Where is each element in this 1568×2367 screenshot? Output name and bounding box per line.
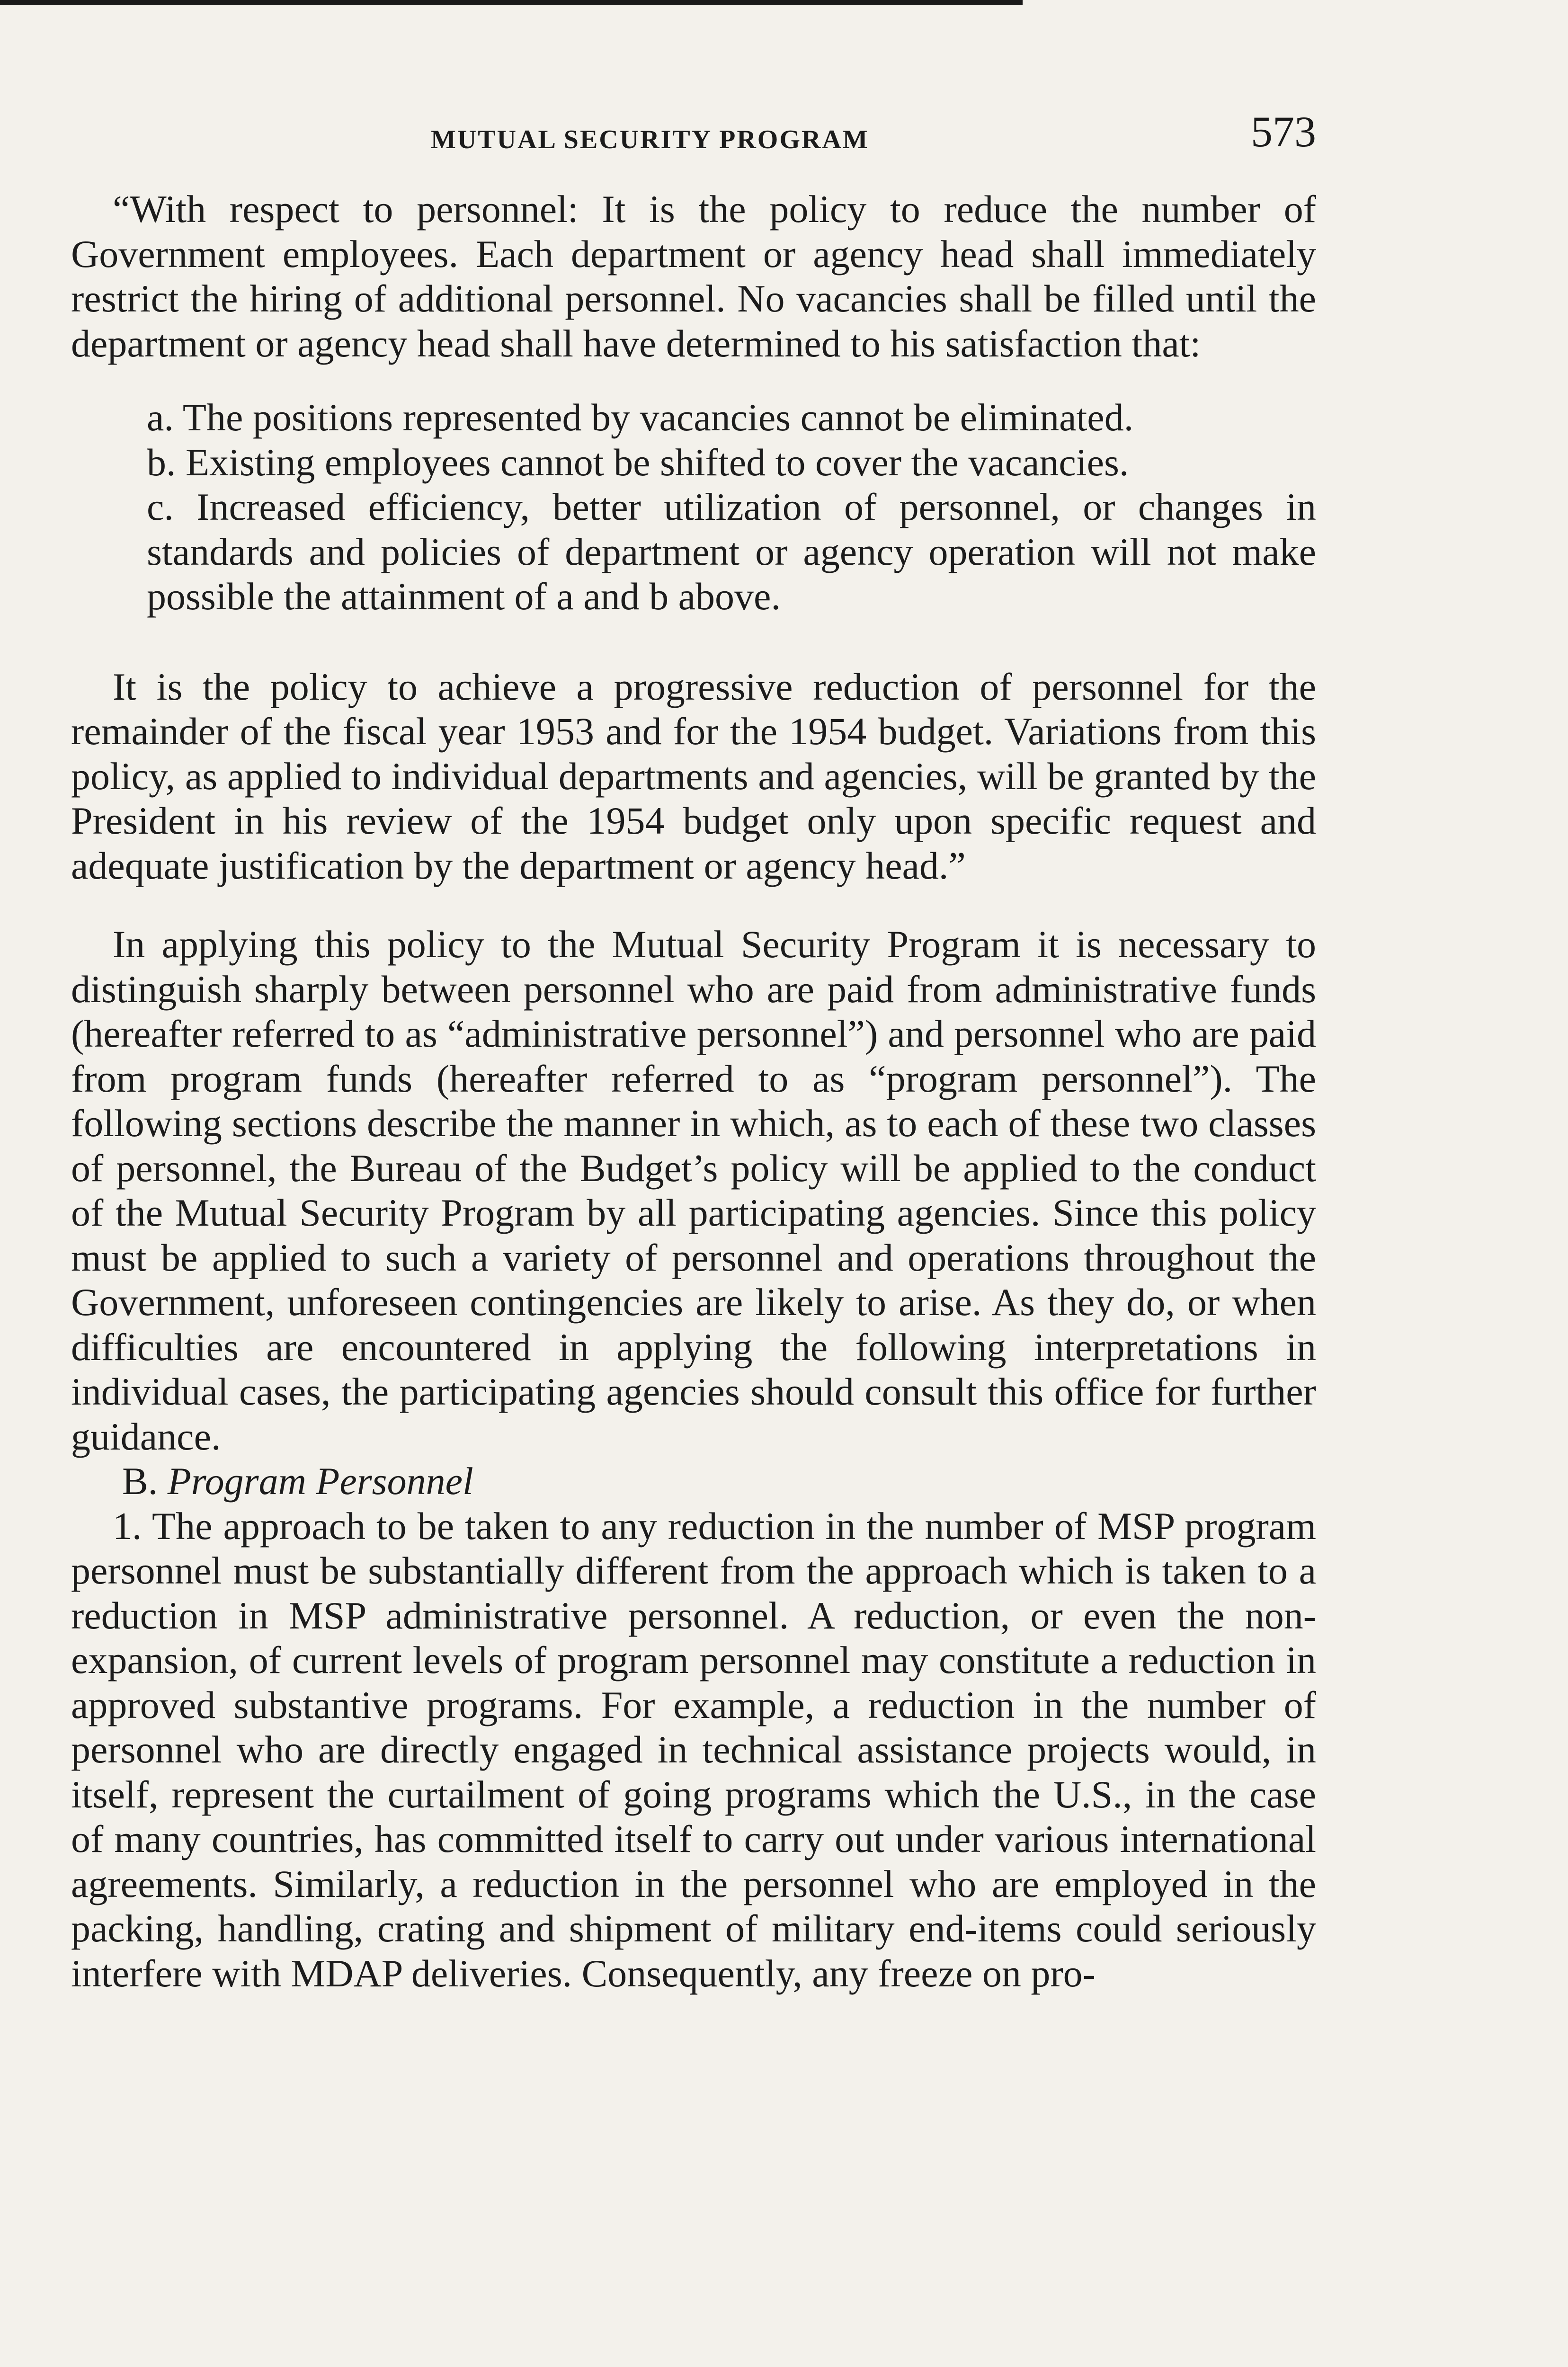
section-prefix: B. (122, 1459, 158, 1503)
quote-intro-paragraph: “With respect to personnel: It is the policy to reduce the number of Government employees. Each department or agency head shall immediately restrict the hiring of additional personnel. No vacancies shall be filled until the department or agency head shall have determined to his satisfaction that: (71, 187, 1316, 365)
quote-closing-paragraph: It is the policy to achieve a progressive reduction of personnel for the remainder of the fiscal year 1953 and for the 1954 budget. Variations from this policy, as applied to individual departments and agencies, will be granted by the President in his review of the 1954 budget only upon specific request and adequate justification by the department or agency head.” (71, 665, 1316, 887)
quote-criterion-a: a. The positions represented by vacancies cannot be eliminated. (147, 396, 1134, 439)
program-personnel-paragraph: 1. The approach to be taken to any reduction in the number of MSP program personnel must be substantially different from the approach which is taken to a reduction in MSP administrative personnel. A reduction, or even the non-expansion, of current levels of program personnel may constitute a reduction in approved substantive programs. For example, a reduction in the number of personnel who are directly engaged in technical assistance projects would, in itself, represent the curtailment of going programs which the U.S., in the case of many countries, has committed itself to carry out under various international agreements. Similarly, a reduction in the personnel who are employed in the packing, handling, crating and shipment of military end-items could seriously interfere with MDAP deliveries. Consequently, any freeze on pro- (71, 1504, 1316, 1995)
page-header (71, 107, 1316, 159)
quote-criterion-b: b. Existing employees cannot be shifted to cover the vacancies. (147, 440, 1129, 484)
page-body (71, 187, 1316, 1996)
quote-criteria-list (71, 395, 1316, 619)
running-head: MUTUAL SECURITY PROGRAM (431, 125, 869, 154)
quote-criterion-c: c. Increased efficiency, better utilization of personnel, or changes in standards and policies of department or agency operation will not make possible the attainment of a and b above. (147, 485, 1316, 618)
section-title: Program Personnel (167, 1459, 473, 1503)
top-border-rule (0, 0, 1023, 5)
section-heading (71, 1459, 1316, 1504)
page-number: 573 (1251, 107, 1316, 156)
policy-application-paragraph: In applying this policy to the Mutual Security Program it is necessary to distinguish sharply between personnel who are paid from administrative funds (hereafter referred to as “administrative personnel”) and personnel who are paid from program funds (hereafter referred to as “program personnel”). The following sections describe the manner in which, as to each of these two classes of personnel, the Bureau of the Budget’s policy will be applied to the conduct of the Mutual Security Program by all participating agencies. Since this policy must be applied to such a variety of personnel and operations throughout the Government, unforeseen contingencies are likely to arise. As they do, or when difficulties are encountered in applying the following interpretations in individual cases, the participating agencies should consult this office for further guidance. (71, 923, 1316, 1458)
